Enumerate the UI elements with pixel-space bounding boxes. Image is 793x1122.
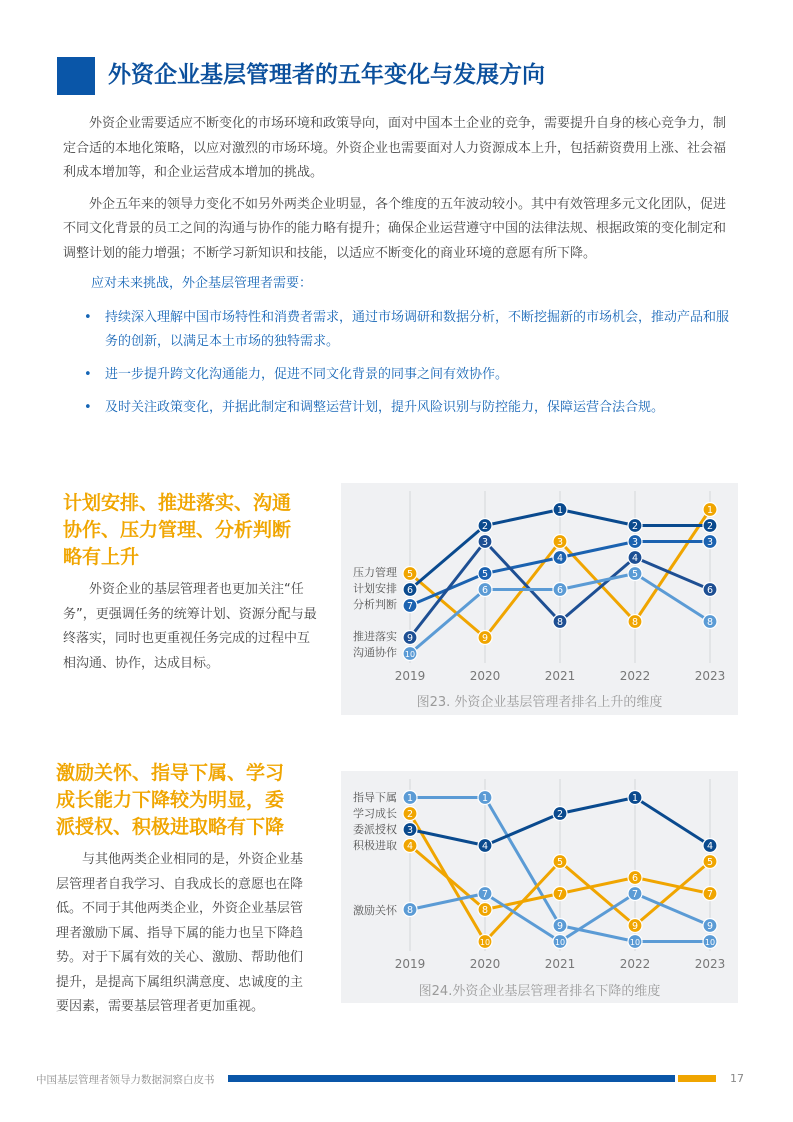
- section2-body: 与其他两类企业相同的是，外资企业基层管理者自我学习、自我成长的意愿也在降低。不同于其他两类企业，外资企业基层管理者激励下属、指导下属的能力也呈下降趋势。对于下属有效的关心、激励、帮助他们提升，是提高下属组织满意度、忠诚度的主要因素，需要基层管理者更加重视。: [56, 852, 304, 1014]
- data-label: 9: [631, 921, 639, 932]
- page-number: 17: [730, 1072, 744, 1085]
- data-label: 6: [481, 585, 489, 596]
- data-label: 9: [406, 633, 414, 644]
- section1-heading-line: 计划安排、推进落实、沟通: [63, 492, 292, 514]
- list-item: • 进一步提升跨文化沟通能力，促进不同文化背景的同事之间有效协作。: [84, 363, 734, 387]
- data-label: 6: [706, 585, 714, 596]
- data-label: 10: [704, 938, 716, 947]
- data-label: 2: [556, 809, 564, 820]
- data-label: 9: [706, 921, 714, 932]
- chart1-caption: 图23. 外资企业基层管理者排名上升的维度: [416, 695, 663, 710]
- needs-lead-in: 应对未来挑战，外企基层管理者需要：: [91, 276, 313, 291]
- data-label: 7: [706, 889, 714, 900]
- intro-paragraph-2: 外企五年来的领导力变化不如另外两类企业明显，各个维度的五年波动较小。其中有效管理多元文化团队，促进不同文化背景的员工之间的沟通与协作的能力略有提升；确保企业运营遵守中国的法律法规、根据政策的变化制定和调整计划的能力增强；不断学习新知识和技能，以适应不断变化的商业环境的意愿有所下降。: [63, 196, 727, 261]
- data-label: 4: [556, 553, 564, 564]
- series-label: 分析判断: [353, 598, 397, 611]
- x-tick-label: 2019: [394, 669, 426, 683]
- data-label: 10: [404, 650, 416, 659]
- data-label: 5: [706, 857, 714, 868]
- data-label: 5: [556, 857, 564, 868]
- data-label: 5: [481, 569, 489, 580]
- data-label: 3: [706, 537, 714, 548]
- data-label: 6: [631, 873, 639, 884]
- chart1-svg: [341, 483, 738, 715]
- page-title: 外资企业基层管理者的五年变化与发展方向: [108, 62, 545, 88]
- data-label: 10: [629, 938, 641, 947]
- data-label: 2: [631, 521, 639, 532]
- list-item: • 持续深入理解中国市场特性和消费者需求，通过市场调研和数据分析，不断挖掘新的市场机会，推动产品和服务的创新，以满足本土市场的独特需求。: [84, 306, 734, 354]
- data-label: 5: [406, 569, 414, 580]
- section2-heading-line: 派授权、积极进取略有下降: [56, 816, 285, 838]
- series-label: 委派授权: [353, 823, 397, 836]
- x-tick-label: 2022: [619, 669, 651, 683]
- series-label: 学习成长: [353, 807, 397, 820]
- data-label: 1: [556, 505, 564, 516]
- data-label: 7: [556, 889, 564, 900]
- series-label: 计划安排: [353, 582, 397, 595]
- intro-paragraph-1: 外资企业需要适应不断变化的市场环境和政策导向，面对中国本土企业的竞争，需要提升自身的核心竞争力，制定合适的本地化策略，以应对激烈的市场环境。外资企业也需要面对人力资源成本上升，包括薪资费用上涨、社会福利成本增加等，和企业运营成本增加的挑战。: [63, 116, 727, 180]
- data-label: 8: [556, 617, 564, 628]
- data-label: 1: [706, 505, 714, 516]
- data-label: 4: [706, 841, 714, 852]
- series-label: 激励关怀: [353, 904, 397, 917]
- data-label: 1: [481, 793, 489, 804]
- section1-heading-line: 协作、压力管理、分析判断: [63, 519, 292, 541]
- data-label: 8: [706, 617, 714, 628]
- data-label: 3: [556, 537, 564, 548]
- x-tick-label: 2019: [394, 957, 426, 971]
- intro-text: [63, 112, 733, 273]
- footer-title: 中国基层管理者领导力数据洞察白皮书: [36, 1074, 215, 1086]
- footer-bar-gold: [678, 1075, 716, 1082]
- series-label: 推进落实: [353, 630, 397, 643]
- section1-heading-line: 略有上升: [63, 546, 140, 568]
- data-label: 10: [554, 938, 566, 947]
- list-item: • 及时关注政策变化，并据此制定和调整运营计划，提升风险识别与防控能力，保障运营合法合规。: [84, 396, 734, 420]
- x-tick-label: 2022: [619, 957, 651, 971]
- series-label: 压力管理: [353, 566, 397, 579]
- data-label: 9: [481, 633, 489, 644]
- data-label: 7: [631, 889, 639, 900]
- data-label: 7: [481, 889, 489, 900]
- chart2-panel: [341, 771, 738, 1003]
- data-label: 2: [406, 809, 414, 820]
- section1-heading: [63, 490, 291, 571]
- data-label: 2: [706, 521, 714, 532]
- chart1-panel: [341, 483, 738, 715]
- series-label: 指导下属: [353, 791, 397, 804]
- data-label: 3: [631, 537, 639, 548]
- x-tick-label: 2020: [469, 669, 501, 683]
- x-tick-label: 2023: [694, 957, 726, 971]
- data-label: 4: [631, 553, 639, 564]
- data-label: 3: [481, 537, 489, 548]
- data-label: 5: [631, 569, 639, 580]
- data-label: 4: [406, 841, 414, 852]
- data-label: 9: [556, 921, 564, 932]
- chart2-caption: 图24.外资企业基层管理者排名下降的维度: [418, 984, 661, 999]
- data-label: 7: [406, 601, 414, 612]
- data-label: 8: [631, 617, 639, 628]
- series-label: 沟通协作: [353, 646, 397, 659]
- data-label: 10: [479, 938, 491, 947]
- data-label: 8: [406, 905, 414, 916]
- needs-list: [84, 306, 734, 429]
- data-label: 1: [631, 793, 639, 804]
- x-tick-label: 2021: [544, 669, 576, 683]
- header-accent-square: [57, 57, 95, 95]
- data-label: 4: [481, 841, 489, 852]
- x-tick-label: 2021: [544, 957, 576, 971]
- series-label: 积极进取: [353, 839, 397, 852]
- x-tick-label: 2020: [469, 957, 501, 971]
- data-label: 1: [406, 793, 414, 804]
- data-label: 6: [556, 585, 564, 596]
- data-label: 8: [481, 905, 489, 916]
- data-label: 2: [481, 521, 489, 532]
- section1-body: 外资企业的基层管理者也更加关注“任务”，更强调任务的统筹计划、资源分配与最终落实，同时也更重视任务完成的过程中互相沟通、协作，达成目标。: [63, 582, 317, 671]
- section2-heading-line: 成长能力下降较为明显，委: [56, 789, 285, 811]
- section2-heading: [56, 760, 284, 841]
- data-label: 6: [406, 585, 414, 596]
- x-tick-label: 2023: [694, 669, 726, 683]
- data-label: 3: [406, 825, 414, 836]
- chart2-svg: [341, 771, 738, 1003]
- footer-bar-blue: [228, 1075, 675, 1082]
- section2-heading-line: 激励关怀、指导下属、学习: [56, 762, 285, 784]
